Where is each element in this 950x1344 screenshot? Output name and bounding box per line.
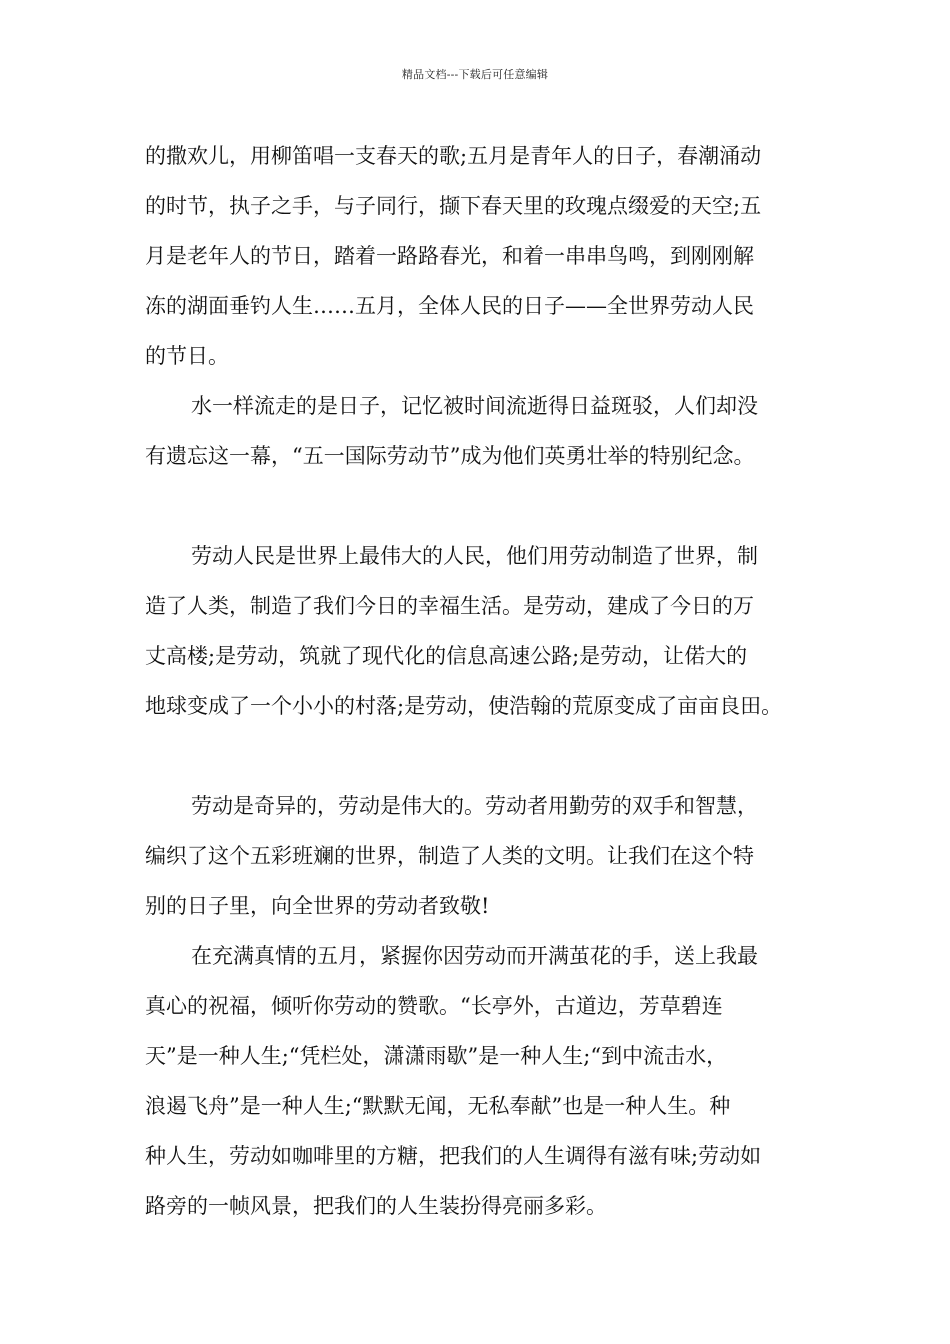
text-line: 有遗忘这一幕，“五一国际劳动节”成为他们英勇壮举的特别纪念。 bbox=[145, 444, 755, 468]
text-line: 别的日子里，向全世界的劳动者致敬! bbox=[145, 894, 490, 918]
text-line: 丈高楼;是劳动，筑就了现代化的信息高速公路;是劳动，让偌大的 bbox=[145, 644, 748, 668]
text-line: 劳动人民是世界上最伟大的人民，他们用劳动制造了世界，制 bbox=[191, 544, 758, 568]
document-body bbox=[145, 131, 813, 1231]
paragraph bbox=[145, 931, 813, 1231]
paragraph-spacer bbox=[145, 731, 813, 781]
paragraph bbox=[145, 781, 813, 931]
text-line: 在充满真情的五月，紧握你因劳动而开满茧花的手，送上我最 bbox=[191, 944, 758, 968]
text-line: 冻的湖面垂钓人生……五月，全体人民的日子——全世界劳动人民 bbox=[145, 294, 754, 318]
text-line: 月是老年人的节日，踏着一路路春光，和着一串串鸟鸣，到刚刚解 bbox=[145, 244, 754, 268]
text-line: 水一样流走的是日子，记忆被时间流逝得日益斑驳，人们却没 bbox=[191, 394, 758, 418]
paragraph bbox=[145, 381, 813, 481]
text-line: 地球变成了一个小小的村落;是劳动，使浩翰的荒原变成了亩亩良田。 bbox=[145, 694, 783, 718]
text-line: 路旁的一帧风景，把我们的人生装扮得亮丽多彩。 bbox=[145, 1194, 607, 1218]
text-line: 的撒欢儿，用柳笛唱一支春天的歌;五月是青年人的日子，春潮涌动 bbox=[145, 144, 762, 168]
paragraph bbox=[145, 131, 813, 381]
text-line: 劳动是奇异的，劳动是伟大的。劳动者用勤劳的双手和智慧， bbox=[191, 794, 758, 818]
text-line: 天”是一种人生;“凭栏处，潇潇雨歇”是一种人生;“到中流击水， bbox=[145, 1044, 728, 1068]
paragraph-spacer bbox=[145, 481, 813, 531]
paragraph bbox=[145, 531, 813, 731]
text-line: 种人生，劳动如咖啡里的方糖，把我们的人生调得有滋有味;劳动如 bbox=[145, 1144, 762, 1168]
text-line: 的节日。 bbox=[145, 344, 229, 368]
text-line: 浪遏飞舟”是一种人生;“默默无闻，无私奉献”也是一种人生。种 bbox=[145, 1094, 731, 1118]
text-line: 真心的祝福，倾听你劳动的赞歌。“长亭外，古道边，芳草碧连 bbox=[145, 994, 723, 1018]
text-line: 的时节，执子之手，与子同行，撷下春天里的玫瑰点缀爱的天空;五 bbox=[145, 194, 762, 218]
page-header: 精品文档---下载后可任意编辑 bbox=[401, 68, 549, 81]
text-line: 编织了这个五彩班斓的世界，制造了人类的文明。让我们在这个特 bbox=[145, 844, 754, 868]
text-line: 造了人类，制造了我们今日的幸福生活。是劳动，建成了今日的万 bbox=[145, 594, 754, 618]
